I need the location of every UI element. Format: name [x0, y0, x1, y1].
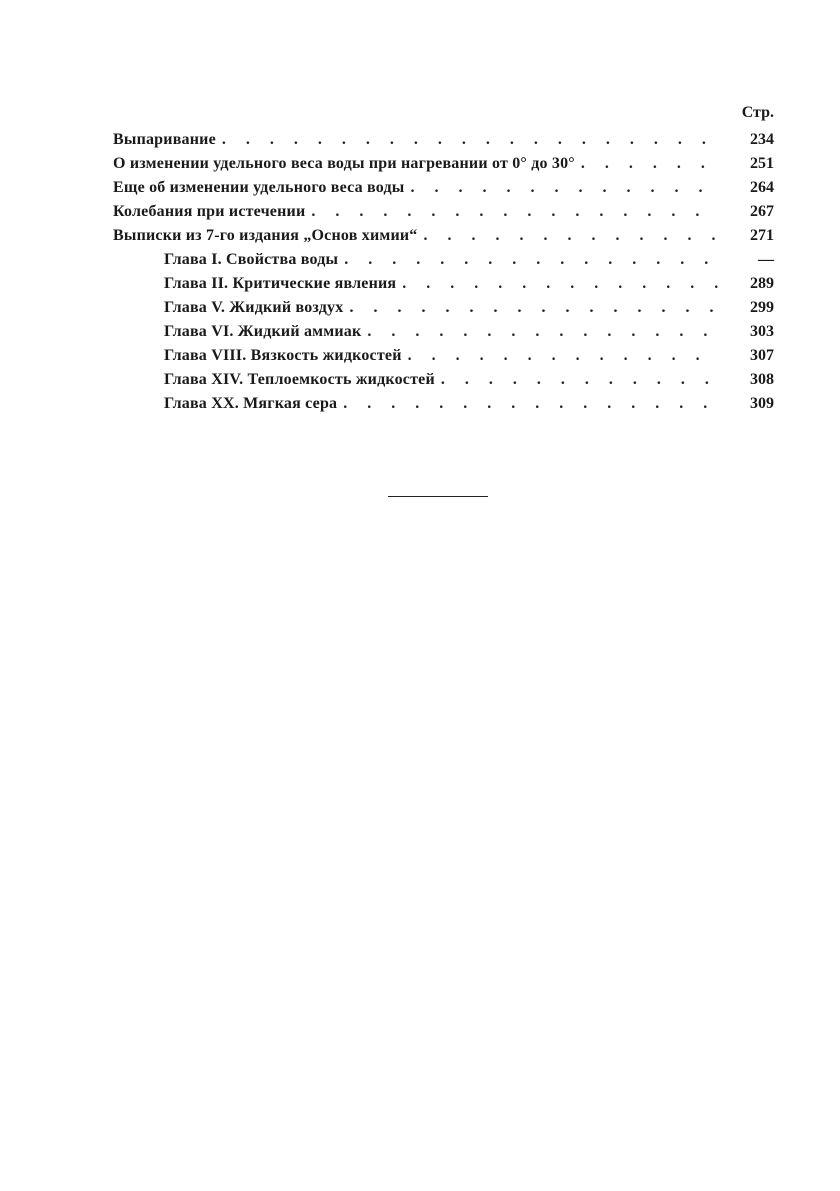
toc-entry-title: Глава I. Свойства воды [164, 251, 339, 268]
toc-entry-title: Выписки из 7-го издания „Основ химии“ [113, 227, 418, 244]
dot-leader [343, 392, 720, 416]
toc-subentry-chapter-6 [113, 320, 774, 344]
toc-entry-title: О изменении удельного веса воды при нагревании от 0° до 30° [113, 155, 575, 172]
toc-entry-page: 251 [750, 155, 774, 172]
toc-entry-title: Выпаривание [113, 131, 216, 148]
toc-subentry-chapter-8 [113, 344, 774, 368]
dot-leader [311, 200, 720, 224]
toc-entry-specific-gravity-more [113, 176, 774, 200]
toc-entry-evaporation [113, 128, 774, 152]
toc-entry-page: 308 [750, 371, 774, 388]
toc-entry-title: Глава II. Критические явления [164, 275, 397, 292]
toc-entry-title: Колебания при истечении [113, 203, 306, 220]
table-of-contents [113, 128, 774, 416]
toc-entry-page: 303 [750, 323, 774, 340]
toc-entry-page: 307 [750, 347, 774, 364]
toc-entry-page: 234 [750, 131, 774, 148]
toc-entry-title: Глава XIV. Теплоемкость жидкостей [164, 371, 435, 388]
toc-entry-page: 309 [750, 395, 774, 412]
page-column-label: Стр. [741, 104, 774, 121]
end-rule-divider [388, 496, 488, 497]
dot-leader [581, 152, 720, 176]
dot-leader [410, 176, 720, 200]
toc-entry-page: 299 [750, 299, 774, 316]
toc-entry-oscillations [113, 200, 774, 224]
toc-entry-title: Глава VIII. Вязкость жидкостей [164, 347, 402, 364]
toc-subentry-chapter-5 [113, 296, 774, 320]
toc-entry-page: 264 [750, 179, 774, 196]
toc-subentry-chapter-2 [113, 272, 774, 296]
toc-entry-title: Глава VI. Жидкий аммиак [164, 323, 362, 340]
toc-entry-page: 271 [750, 227, 774, 244]
dot-leader [367, 320, 720, 344]
toc-entry-title: Глава XX. Мягкая сера [164, 395, 338, 412]
dot-leader [402, 272, 720, 296]
toc-entry-title: Глава V. Жидкий воздух [164, 299, 344, 316]
dot-leader [344, 248, 720, 272]
dot-leader [441, 368, 720, 392]
toc-entry-excerpts [113, 224, 774, 248]
dot-leader [349, 296, 720, 320]
dot-leader [408, 344, 720, 368]
toc-subentry-chapter-1 [113, 248, 774, 272]
toc-subentry-chapter-14 [113, 368, 774, 392]
toc-entry-specific-gravity-heating [113, 152, 774, 176]
toc-entry-page: 267 [750, 203, 774, 220]
dot-leader [222, 128, 720, 152]
dot-leader [424, 224, 721, 248]
toc-entry-page: 289 [750, 275, 774, 292]
toc-entry-page: — [758, 251, 774, 268]
toc-entry-title: Еще об изменении удельного веса воды [113, 179, 405, 196]
toc-subentry-chapter-20 [113, 392, 774, 416]
